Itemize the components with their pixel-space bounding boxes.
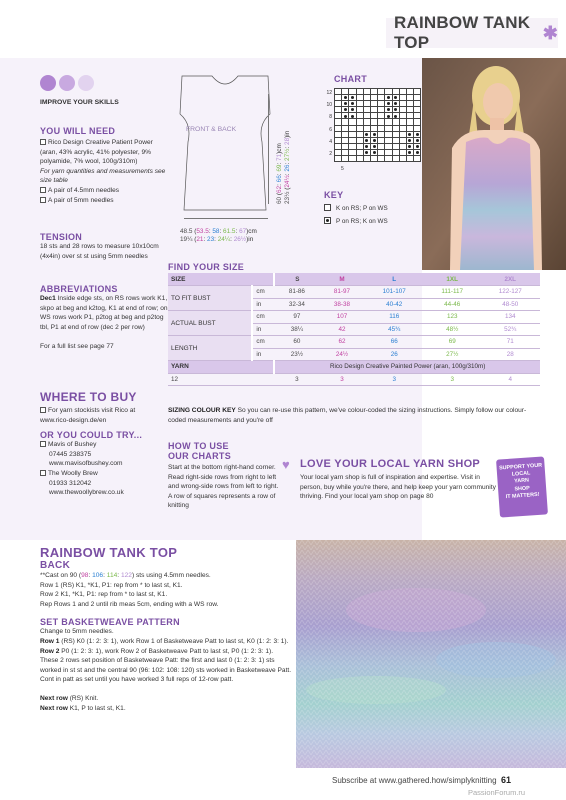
shop-item: The Woolly Brew: [40, 469, 164, 479]
row-instruction: Row 2 K1, *K1, P1: rep from * to last st, K1.: [40, 591, 168, 599]
chart-cell: [407, 156, 414, 162]
heart-icon: ♥: [282, 457, 290, 472]
needs-item: Rico Design Creative Patient Power (aran, 43% acrylic, 41% polyester, 9% polyamide, 7% wool, 100g/310m): [40, 139, 153, 166]
basketweave-chart: [334, 88, 421, 162]
width-in-label: 19¼ (21: 23: 24¼: 26½)in: [180, 236, 254, 244]
abbreviations-section: [40, 284, 168, 352]
yarn-ball-icon: [59, 75, 75, 91]
row-instruction: Row 1 (RS) K1, *K1, P1: rep from * to last st, K1.: [40, 581, 183, 589]
table-row: TO FIT BUST cm 81-86 81-97 101-107 111-117 122-127: [168, 286, 540, 299]
needs-note: For yarn quantities and measurements see size table: [40, 167, 166, 185]
find-size-heading: FIND YOUR SIZE: [168, 262, 245, 272]
chart-cell: [414, 156, 421, 162]
pattern-title: RAINBOW TANK TOP: [40, 545, 178, 560]
length-measure: [272, 94, 292, 206]
yarn-ball-icon: [78, 75, 94, 91]
pattern-subtitle: BACK: [40, 560, 71, 571]
how-to-use-section: [168, 441, 280, 511]
size-table: [168, 273, 540, 386]
row-instruction: Row 1 (RS) K0 (1: 2: 3: 1), work Row 1 of Basketweave Patt to last st, K0 (1: 2: 3: 1).: [40, 637, 289, 645]
sizing-colour-key: SIZING COLOUR KEY So you can re-use this pattern, we've colour-coded the sizing instructions. Simply follow our colour-coded measurements and you're off: [168, 407, 527, 424]
or-try-heading: OR YOU COULD TRY...: [40, 430, 143, 441]
length-cm-label: 60 (62: 66: 69: 71)cm: [276, 143, 283, 204]
full-list-link: For a full list see page 77: [40, 343, 114, 351]
abbreviations-heading: ABBREVIATIONS: [40, 284, 118, 294]
checkbox-icon: [40, 197, 46, 203]
length-in-label: 23½ (24½: 26: 27½: 28)in: [284, 130, 291, 204]
table-row: SIZE S M L 1XL 2XL: [168, 273, 540, 286]
table-row: ACTUAL BUST cm 97 107 116 123 134: [168, 311, 540, 324]
chart-cell: [364, 156, 371, 162]
checkbox-icon: [40, 187, 46, 193]
key-item-knit: K on RS; P on WS: [324, 202, 388, 215]
chart-cell: [342, 156, 349, 162]
table-row: in 38¼ 42 45¾ 48½ 52¾: [168, 323, 540, 336]
page-number: 61: [500, 775, 511, 785]
page-footer: [332, 775, 511, 785]
how-to-use-text: Start at the bottom right-hand corner. Read right-side rows from right to left and wrong-side rows from left to right. A row of squares represents a row of knitting: [168, 464, 279, 510]
shopping-bag-icon: SUPPORT YOUR LOCAL YARN SHOP IT MATTERS!: [496, 456, 548, 517]
checkbox-icon: [40, 407, 46, 413]
shop-item: Mavis of Bushey: [40, 440, 164, 450]
page-title: RAINBOW TANK TOP: [394, 13, 531, 52]
key-item-purl: P on RS; K on WS: [324, 215, 388, 228]
width-cm-label: 48.5 (53.5: 58: 61.5: 67)cm: [180, 228, 257, 235]
love-local-heading: LOVE YOUR LOCAL YARN SHOP: [300, 458, 481, 470]
chart-heading: CHART: [334, 74, 367, 84]
needs-item: A pair of 5mm needles: [40, 196, 168, 206]
table-row: 12 3 3 3 3 4: [168, 373, 540, 386]
watermark: PassionForum.ru: [468, 788, 526, 797]
shop-phone: 01933 312042: [49, 479, 92, 487]
row-instruction: Next row K1, P to last st, K1.: [40, 704, 126, 712]
table-row: LENGTH cm 60 62 66 69 71: [168, 336, 540, 349]
tension-text: 18 sts and 28 rows to measure 10x10cm (4x4in) over st st using 5mm needles: [40, 243, 159, 260]
chart-cell: [357, 156, 364, 162]
shop-phone: 07445 238375: [49, 450, 92, 458]
chart-cell: [400, 156, 407, 162]
chart-cell: [378, 156, 385, 162]
knit-fabric-photo: [296, 540, 566, 768]
shop-website: www.thewoollybrew.co.uk: [49, 489, 124, 497]
skill-level: [40, 75, 119, 106]
chart-cell: [349, 156, 356, 162]
chart-stitch-number: 5: [341, 166, 344, 172]
checkbox-icon: [40, 139, 46, 145]
tension-heading: TENSION: [40, 232, 83, 242]
chart-cell: [393, 156, 400, 162]
basketweave-heading: SET BASKETWEAVE PATTERN: [40, 617, 180, 628]
checkbox-icon: [40, 470, 46, 476]
chart-cell: [335, 156, 342, 162]
how-to-use-heading-1: HOW TO USE: [168, 441, 229, 451]
schematic-label: FRONT & BACK: [186, 126, 237, 133]
subscribe-text: Subscribe at www.gathered.how/simplyknitting: [332, 776, 497, 785]
how-to-use-heading-2: OUR CHARTS: [168, 451, 231, 461]
needs-item: A pair of 4.5mm needles: [40, 186, 168, 196]
where-to-buy-heading: WHERE TO BUY: [40, 390, 137, 404]
pattern-note: These 2 rows set position of Basketweave Patt: the first and last 0 (1: 2: 3: 1) sts worked in st st and the central 90 (96: 102: 108: 120) sts worked in Basketweave Patt. Cont in patt as set until you have worked 3 full reps of 12-row patt.: [40, 657, 292, 684]
page-header: [386, 13, 558, 52]
chart-cell: [371, 156, 378, 162]
row-instruction: Next row (RS) Knit.: [40, 694, 99, 702]
you-will-need-heading: YOU WILL NEED: [40, 126, 116, 136]
pattern-section: [40, 545, 294, 713]
key-heading: KEY: [324, 190, 344, 200]
row-instruction: Row 2 P0 (1: 2: 3: 1), work Row 2 of Basketweave Patt to last st, P0 (1: 2: 3: 1).: [40, 647, 274, 655]
skills-label: IMPROVE YOUR SKILLS: [40, 99, 119, 106]
table-row: YARN Rico Design Creative Painted Power (aran, 100g/310m): [168, 361, 540, 374]
you-will-need-section: [40, 126, 168, 205]
width-measure: [180, 228, 257, 244]
repeat-instruction: Rep Rows 1 and 2 until rib meas 5cm, ending with a WS row.: [40, 600, 219, 608]
table-row: in 23½ 24½ 26 27½ 28: [168, 348, 540, 361]
stockist-item: For yarn stockists visit Rico at www.rico-design.de/en: [40, 407, 136, 424]
table-row: in 32-34 38-38 40-42 44-46 48-50: [168, 298, 540, 311]
shop-website: www.mavisofbushey.com: [49, 460, 123, 468]
cast-on-instruction: **Cast on 90 (98: 106: 114: 122) sts using 4.5mm needles.: [40, 572, 211, 579]
needle-change: Change to 5mm needles.: [40, 628, 114, 636]
abbreviations-text: Dec1 Inside edge sts, on RS rows work K1, skpo at beg and k2tog, K1 at end of row; on WS rows work P1, p2tog at beg and p2tog tbl, P1 at end of row (dec 2 per row): [40, 295, 168, 331]
chart-key: [324, 202, 388, 228]
love-local-text: Your local yarn shop is full of inspiration and expertise. Visit in person, buy while you're there, and help keep your yarn community thriving. Find your local yarn shop on page 80: [300, 474, 496, 501]
garment-schematic: [170, 70, 280, 212]
tension-section: [40, 232, 165, 261]
checkbox-icon: [40, 441, 46, 447]
yarn-ball-icon: [40, 75, 56, 91]
where-to-buy-section: [40, 390, 164, 498]
love-local-section: [282, 454, 558, 526]
model-photo: [422, 58, 566, 270]
chart-left-row-numbers: 12 10 8 6 4 2: [326, 90, 332, 158]
chart-cell: [385, 156, 392, 162]
width-measure-line: [184, 218, 268, 219]
asterisk-icon: ✱: [542, 22, 558, 43]
